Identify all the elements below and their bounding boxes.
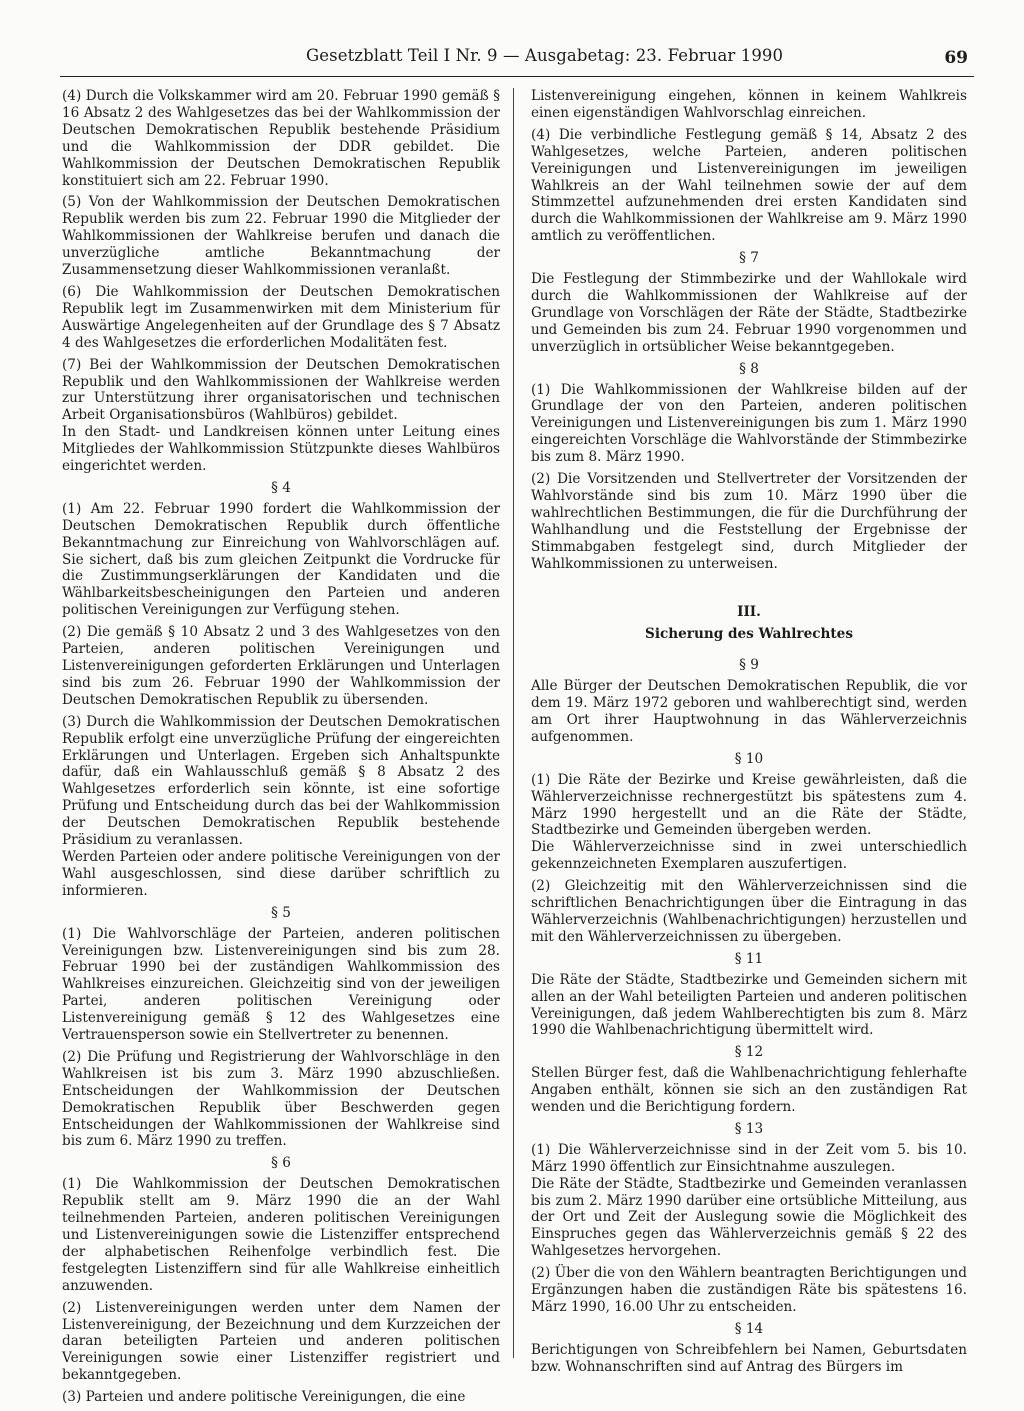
paragraph: (1) Die Wahlkommissionen der Wahlkreise bilden auf der Grundlage der von den Parteien, anderen politischen Vereinigungen und Listenvereinigungen bis zum 1. März 1990 eingereichten Vorschläge die Wahlvorstände der Stimmbezirke bis zum 8. März 1990. [531, 381, 967, 466]
paragraph: (2) Über die von den Wählern beantragten Berichtigungen und Ergänzungen haben die zuständigen Räte bis spätestens 16. März 1990, 16.00 Uhr zu entscheiden. [531, 1265, 967, 1315]
paragraph: In den Stadt- und Landkreisen können unter Leitung eines Mitgliedes der Wahlkommission Stützpunkte dieses Wahlbüros eingerichtet werden. [62, 424, 500, 475]
left-column [62, 88, 500, 1411]
paragraph: Die Wählerverzeichnisse sind in zwei unterschiedlich gekennzeichneten Exemplaren auszufertigen. [531, 839, 967, 873]
paragraph: (1) Am 22. Februar 1990 fordert die Wahlkommission der Deutschen Demokratischen Republik durch öffentliche Bekanntmachung zur Einreichung von Wahlvorschlägen auf. Sie sichert, daß bis zum gleichen Zeitpunkt die Vordrucke für die Zustimmungserklärungen der Kandidaten und die Wählbarkeitsbescheinigungen den Parteien und anderen politischen Vereinigungen zur Verfügung stehen. [62, 500, 500, 619]
chapter-title: Sicherung des Wahlrechtes [645, 626, 853, 643]
section-heading: § 9 [739, 657, 759, 674]
paragraph: Die Räte der Städte, Stadtbezirke und Gemeinden sichern mit allen an der Wahl beteiligten Parteien und anderen politischen Vereinigungen, daß jedem Wahlberechtigten bis zum 8. März 1990 die Wahlbenachrichtigung übermittelt wird. [531, 971, 967, 1039]
paragraph: Die Festlegung der Stimmbezirke und der Wahllokale wird durch die Wahlkommissionen der Wahlkreise auf der Grundlage von Vorschlägen der Räte der Städte, Stadtbezirke und Gemeinden bis zum 24. Februar 1990 vorgenommen und unverzüglich in ortsüblicher Weise bekanntgegeben. [531, 271, 967, 355]
section-heading: § 12 [734, 1044, 764, 1061]
column-divider [513, 88, 514, 1358]
section-heading: § 6 [271, 1155, 291, 1172]
paragraph: (3) Parteien und andere politische Vereinigungen, die eine [62, 1389, 466, 1406]
header-title: Gesetzblatt Teil I Nr. 9 — Ausgabetag: 23. Februar 1990 [306, 46, 784, 65]
paragraph: Berichtigungen von Schreibfehlern bei Namen, Geburtsdaten bzw. Wohnanschriften sind auf Antrag des Bürgers im [531, 1341, 967, 1375]
paragraph: Alle Bürger der Deutschen Demokratischen Republik, die vor dem 19. März 1972 geboren und wahlberechtigt sind, werden am Ort ihrer Hauptwohnung in das Wählerverzeichnis aufgenommen. [531, 678, 967, 745]
section-heading: § 10 [734, 750, 764, 767]
section-heading: § 8 [739, 360, 759, 377]
paragraph: (2) Die gemäß § 10 Absatz 2 und 3 des Wahlgesetzes von den Parteien, anderen politischen Vereinigungen und Listenvereinigungen geforderten Erklärungen und Unterlagen sind bis zum 26. Februar 1990 der Wahlkommission der Deutschen Demokratischen Republik zu übersenden. [62, 624, 500, 708]
section-heading: § 7 [739, 250, 759, 267]
paragraph: (4) Die verbindliche Festlegung gemäß § 14, Absatz 2 des Wahlgesetzes, welche Parteien, anderen politischen Vereinigungen und Listenvereinigungen im jeweiligen Wahlkreis an der Wahl teilnehmen sowie der auf dem Stimmzettel aufzunehmenden drei ersten Kandidaten sind durch die Wahlkommissionen der Wahlkreise am 9. März 1990 amtlich zu veröffentlichen. [531, 126, 967, 245]
paragraph: (3) Durch die Wahlkommission der Deutschen Demokratischen Republik erfolgt eine unverzügliche Prüfung der eingereichten Erklärungen und Unterlagen. Ergeben sich Anhaltspunkte dafür, daß ein Wahlausschluß gemäß § 8 Absatz 2 des Wahlgesetzes erforderlich sein könnte, ist eine sofortige Prüfung und Entscheidung durch das bei der Wahlkommission der Deutschen Demokratischen Republik bestehende Präsidium zu veranlassen. [62, 713, 500, 849]
section-heading: § 13 [734, 1120, 764, 1137]
right-column [531, 88, 967, 1381]
paragraph: (2) Gleichzeitig mit den Wählerverzeichnissen sind die schriftlichen Benachrichtigungen über die Eintragung in das Wählerverzeichnis (Wahlbenachrichtigungen) herzustellen und mit den Wählerverzeichnissen zu übergeben. [531, 878, 967, 945]
page-number: 69 [944, 48, 968, 68]
paragraph: Listenvereinigung eingehen, können in keinem Wahlkreis einen eigenständigen Wahlvorschlag einreichen. [531, 88, 967, 121]
paragraph: (5) Von der Wahlkommission der Deutschen Demokratischen Republik werden bis zum 22. Februar 1990 die Mitglieder der Wahlkommissionen der Wahlkreise berufen und danach die unverzügliche amtliche Bekanntmachung der Zusammensetzung dieser Wahlkommissionen veranlaßt. [62, 194, 500, 279]
section-heading: § 4 [271, 479, 291, 496]
paragraph: (4) Durch die Volkskammer wird am 20. Februar 1990 gemäß § 16 Absatz 2 des Wahlgesetzes das bei der Wahlkommission der Deutschen Demokratischen Republik bestehende Präsidium und die Wahlkommission der DDR gebildet. Die Wahlkommission der Deutschen Demokratischen Republik konstituiert sich am 22. Februar 1990. [62, 88, 500, 189]
paragraph: (1) Die Wahlvorschläge der Parteien, anderen politischen Vereinigungen bzw. Listenvereinigungen sind bis zum 28. Februar 1990 bei der zuständigen Wahlkommission des Wahlkreises einzureichen. Gleichzeitig sind von der jeweiligen Partei, anderen politischen Vereinigung oder Listenvereinigung gemäß § 12 des Wahlgesetzes eine Vertrauensperson sowie ein Stellvertreter zu benennen. [62, 925, 500, 1044]
paragraph: Die Räte der Städte, Stadtbezirke und Gemeinden veranlassen bis zum 2. März 1990 darüber eine ortsübliche Mitteilung, aus der Ort und Zeit der Auslegung sowie die Möglichkeit des Einspruches gegen das Wählerverzeichnis gemäß § 22 des Wahlgesetzes hervorgehen. [531, 1175, 967, 1260]
paragraph: (2) Listenvereinigungen werden unter dem Namen der Listenvereinigung, der Bezeichnung und dem Kurzzeichen der daran beteiligten Parteien und anderen politischen Vereinigungen sowie einer Listenziffer registriert und bekanntgegeben. [62, 1299, 500, 1384]
paragraph: (2) Die Prüfung und Registrierung der Wahlvorschläge in den Wahlkreisen ist bis zum 3. März 1990 abzuschließen. Entscheidungen der Wahlkommission der Deutschen Demokratischen Republik über Beschwerden gegen Entscheidungen der Wahlkommissionen der Wahlkreise sind bis zum 6. März 1990 zu treffen. [62, 1048, 500, 1150]
paragraph: (7) Bei der Wahlkommission der Deutschen Demokratischen Republik und den Wahlkommissionen der Wahlkreise werden zur Unterstützung ihrer organisatorischen und technischen Arbeit Organisationsbüros (Wahlbüros) gebildet. [62, 356, 500, 424]
paragraph: (2) Die Vorsitzenden und Stellvertreter der Vorsitzenden der Wahlvorstände sind bis zum 10. März 1990 über die wahlrechtlichen Bestimmungen, die für die Durchführung der Wahlhandlung und die Feststellung der Ergebnisse der Stimmabgaben festgelegt sind, durch Mitglieder der Wahlkommissionen zu unterweisen. [531, 471, 967, 572]
section-heading: § 14 [734, 1320, 764, 1337]
page-header [60, 46, 974, 77]
paragraph: (1) Die Wählerverzeichnisse sind in der Zeit vom 5. bis 10. März 1990 öffentlich zur Einsichtnahme auszulegen. [531, 1141, 967, 1175]
section-heading: § 5 [271, 904, 291, 921]
section-heading: § 11 [734, 950, 764, 967]
paragraph: (1) Die Wahlkommission der Deutschen Demokratischen Republik stellt am 9. März 1990 die an der Wahl teilnehmenden Parteien, anderen politischen Vereinigungen und Listenvereinigungen sowie die Listenziffer entsprechend der alphabetischen Reihenfolge verbindlich fest. Die festgelegten Listenziffern sind für alle Wahlkreise einheitlich anzuwenden. [62, 1176, 500, 1294]
paragraph: Werden Parteien oder andere politische Vereinigungen von der Wahl ausgeschlossen, sind diese darüber schriftlich zu informieren. [62, 848, 500, 899]
paragraph: (1) Die Räte der Bezirke und Kreise gewährleisten, daß die Wählerverzeichnisse rechnergestützt bis spätestens zum 4. März 1990 hergestellt und an die Räte der Städte, Stadtbezirke und Gemeinden übergeben werden. [531, 771, 967, 839]
paragraph: (6) Die Wahlkommission der Deutschen Demokratischen Republik legt im Zusammenwirken mit dem Ministerium für Auswärtige Angelegenheiten auf der Grundlage des § 7 Absatz 4 des Wahlgesetzes die erforderlichen Modalitäten fest. [62, 283, 500, 351]
paragraph: Stellen Bürger fest, daß die Wahlbenachrichtigung fehlerhafte Angaben enthält, können sie sich an den zuständigen Rat wenden und die Berichtigung fordern. [531, 1065, 967, 1116]
chapter-number: III. [737, 604, 761, 621]
